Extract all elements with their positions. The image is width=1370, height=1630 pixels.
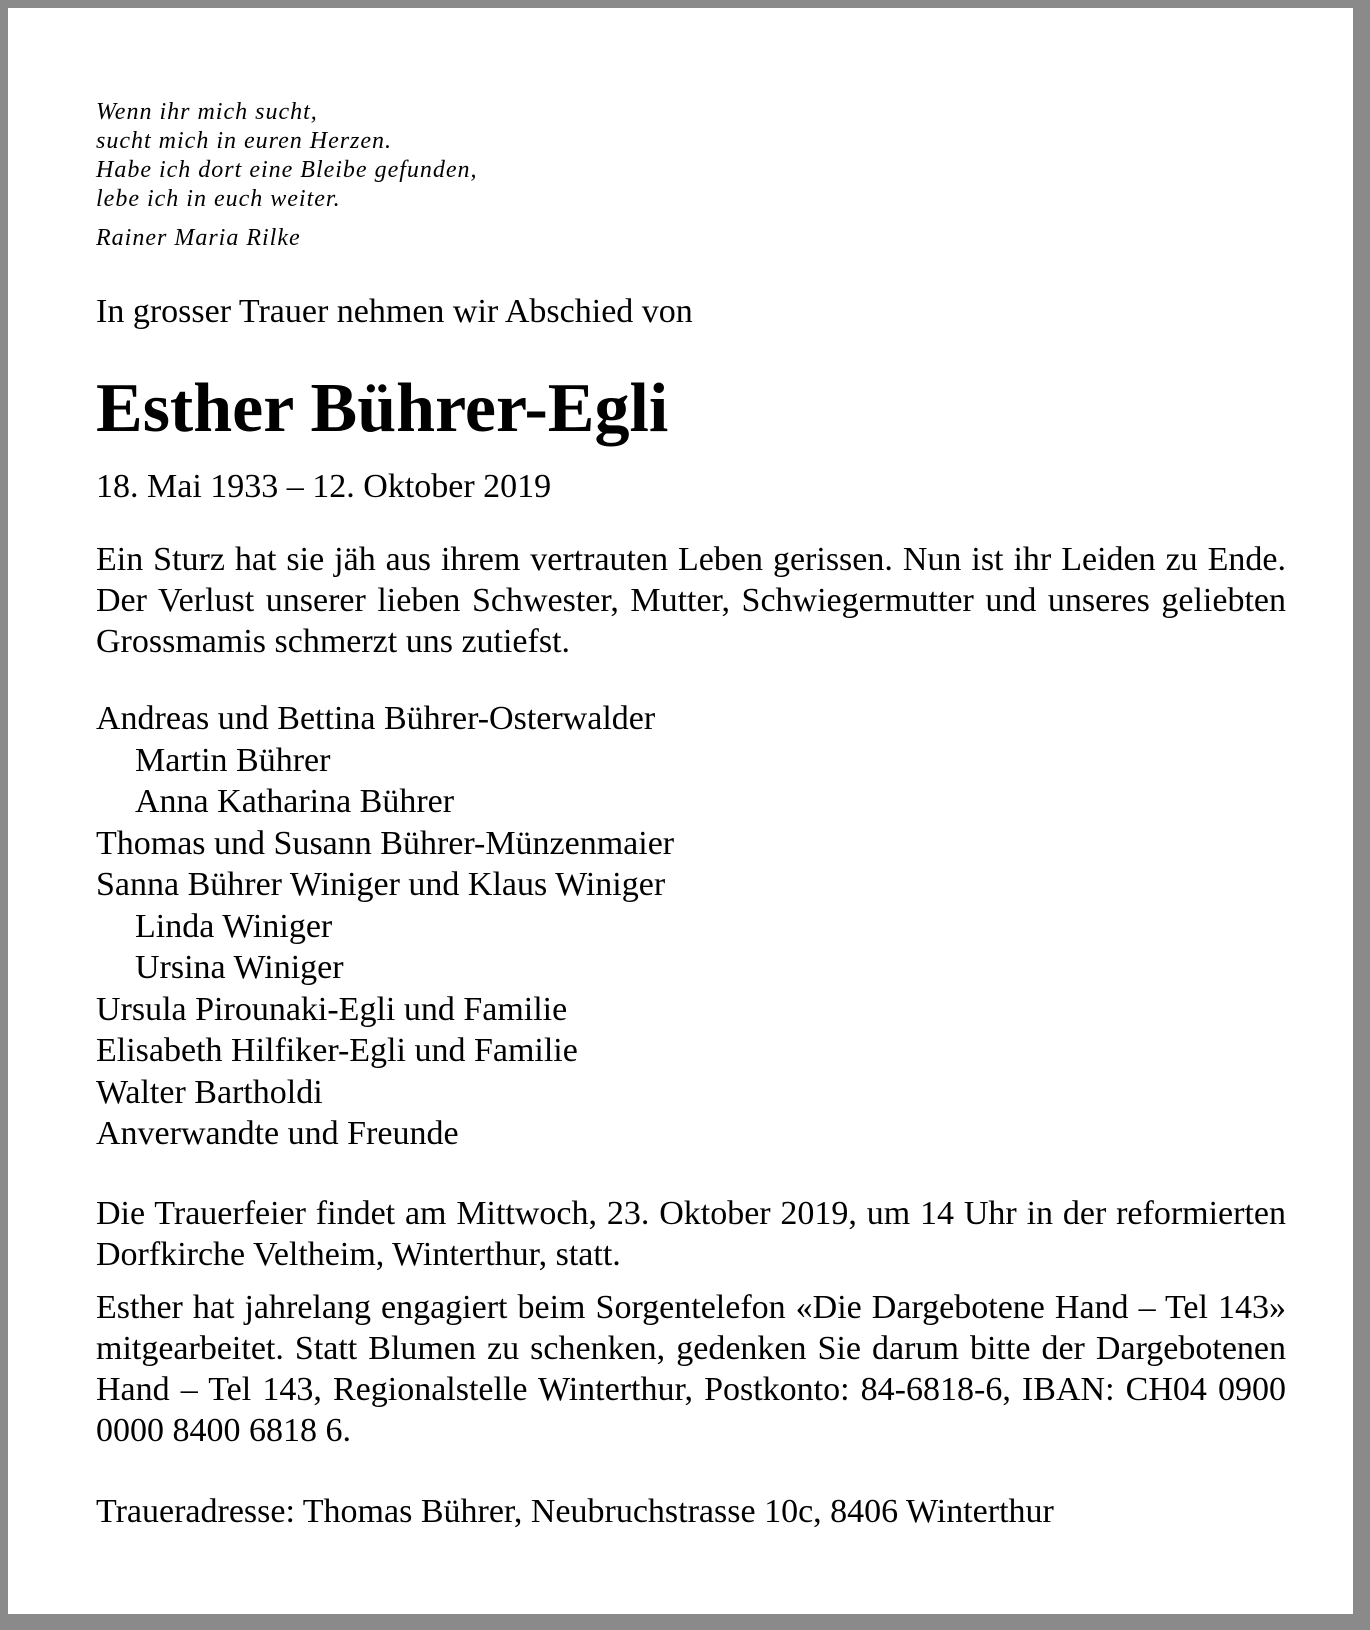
mourner-name: Ursula Pirounaki-Egli und Familie <box>96 990 568 1028</box>
mourner-name: Anna Katharina Bührer <box>135 783 455 820</box>
intro-text: In grosser Trauer nehmen wir Abschied von <box>96 293 693 330</box>
mourner-name: Sanna Bührer Winiger und Klaus Winiger <box>96 866 666 903</box>
mourners-list <box>96 698 1286 1155</box>
mourner-name: Andreas und Bettina Bührer-Osterwalder <box>96 700 656 737</box>
mourner-name: Elisabeth Hilfiker-Egli und Familie <box>96 1032 578 1069</box>
mourner-name: Martin Bührer <box>135 741 331 779</box>
farewell-message: Ein Sturz hat sie jäh aus ihrem vertrauten Leben gerissen. Nun ist ihr Leiden zu Ende. Der Verlust unserer lieben Schwester, Mutter, Schwiegermutter und unseres geliebten Grossmamis schmerzt uns zutiefst. <box>96 541 1286 660</box>
funeral-service-info: Die Trauerfeier findet am Mittwoch, 23. Oktober 2019, um 14 Uhr in der reformierten Dorfkirche Veltheim, Winterthur, statt. <box>96 1194 1286 1273</box>
poem-author: Rainer Maria Rilke <box>96 225 301 251</box>
poem-line: lebe ich in euch weiter. <box>96 186 341 212</box>
poem-line: Wenn ihr mich sucht, <box>96 99 318 125</box>
poem-line: sucht mich in euren Herzen. <box>96 128 393 154</box>
mourner-name: Walter Bartholdi <box>96 1073 323 1111</box>
obituary-content <box>96 98 1286 1531</box>
mourner-name: Thomas und Susann Bührer-Münzenmaier <box>96 824 675 862</box>
deceased-name: Esther Bührer-Egli <box>96 370 669 447</box>
mourner-name: Anverwandte und Freunde <box>96 1115 459 1152</box>
life-dates: 18. Mai 1933 – 12. Oktober 2019 <box>96 468 552 505</box>
poem <box>96 98 1286 214</box>
mourning-address: Traueradresse: Thomas Bührer, Neubruchstrasse 10c, 8406 Winterthur <box>96 1492 1054 1530</box>
donation-info: Esther hat jahrelang engagiert beim Sorgentelefon «Die Dargebotene Hand – Tel 143» mitgearbeitet. Statt Blumen zu schenken, gedenken Sie darum bitte der Dargebotenen Hand – Tel 143, Regionalstelle Winterthur, Postkonto: 84-6818-6, IBAN: CH04 0900 0000 8400 6818 6. <box>96 1288 1286 1449</box>
mourner-name: Linda Winiger <box>135 907 333 945</box>
obituary-page <box>8 8 1353 1614</box>
poem-line: Habe ich dort eine Bleibe gefunden, <box>96 157 478 183</box>
mourner-name: Ursina Winiger <box>135 949 344 986</box>
